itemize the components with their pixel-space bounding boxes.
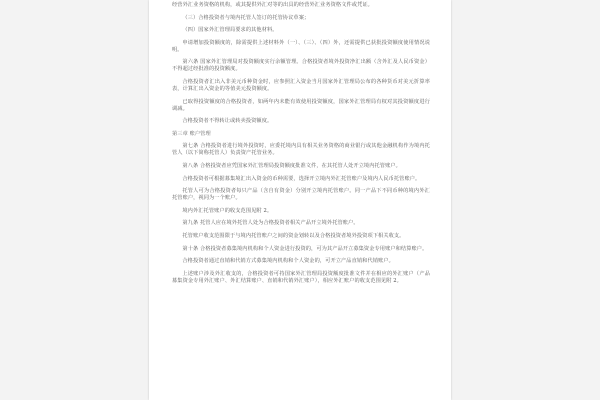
paragraph: 已取得投资额度的合格投资者，如两年内未能有效使用投资额度，国家外汇管理局有权对其投资额度进行调减。 bbox=[172, 98, 430, 112]
paragraph: 第七条 合格投资者进行境外投资时，应委托境内具有相关业务资格的商业银行或其他金融机构作为境内托管人（以下简称托管人）负责资产托管业务。 bbox=[172, 143, 430, 157]
paragraph: 合格投资者通过直销和代销方式募集境内机构和个人资金的，可开立产品直销和代销账户。 bbox=[182, 258, 394, 265]
paragraph: 上述账户涉及外汇收支的，合格投资者可持国家外汇管理局投资额度批准文件并在相应的外汇账户（产品募集资金专用外汇账户、外汇结算账户、直销和代销外汇账户），相应外汇账户的收支范围见附 2。 bbox=[172, 270, 430, 284]
paragraph: 经营外汇业务资格的机构，或其提供外汇对等的出具的经营外汇业务资格文件或凭证。 bbox=[172, 2, 373, 8]
chapter-heading: 第三章 账户管理 bbox=[172, 130, 211, 137]
paragraph: 合格投资者不得转让或转卖投资额度。 bbox=[182, 118, 273, 125]
paragraph: 第六条 国家外汇管理局对投资额度实行余额管理。合格投资者境外投资净汇出额（含外汇及人民币资金）不得超过经批准的投资额度。 bbox=[172, 59, 430, 73]
paragraph: （三）合格投资者与境内托管人签订的托管协议草案； bbox=[182, 14, 310, 21]
paragraph: 托管人可为合格投资者每只产品（含自有资金）分别开立境内托管账户。同一产品下不同币种的境内外汇托管账户，视同为一个账户。 bbox=[172, 188, 430, 202]
paragraph: （四）国家外汇管理局要求的其他材料。 bbox=[182, 27, 278, 34]
paragraph: 第九条 托管人应在境外托管人处为合格投资者相关产品开立境外托管账户。 bbox=[182, 220, 359, 227]
document-body bbox=[172, 2, 430, 290]
paragraph: 合格投资者汇出入非美元币种资金时，应参照汇入资金当月国家外汇管理局公布的各种货币对美元折算率表，计算汇出入资金的等值美元投资额度。 bbox=[172, 78, 430, 92]
paragraph: 托管账户收支范围限于与境内托管账户之间的资金划转以及合格投资者境外投资项下相关收支。 bbox=[182, 232, 405, 239]
paragraph: 第八条 合格投资者应凭国家外汇管理局投资额度批准文件，在其托管人处开立境内托管账户。 bbox=[182, 162, 401, 169]
paragraph: 合格投资者可根据募集境汇出入资金的币种需要，选择开立境内外汇托管账户及境内人民币托管账户。 bbox=[182, 175, 421, 182]
paragraph: 申请增加投资额度的，除需提供上述材料外（一）、（三）、（四）外，还需提供已获批投资额度使用情况说明。 bbox=[172, 39, 430, 53]
paragraph: 第十条 合格投资者募集境内机构和个人资金进行投资的，可为其产品开立募集资金专用账户和结算账户。 bbox=[182, 245, 428, 252]
paragraph: 境内外汇托管账户的收支范围见附 2。 bbox=[182, 207, 273, 214]
document-page bbox=[149, 0, 451, 400]
